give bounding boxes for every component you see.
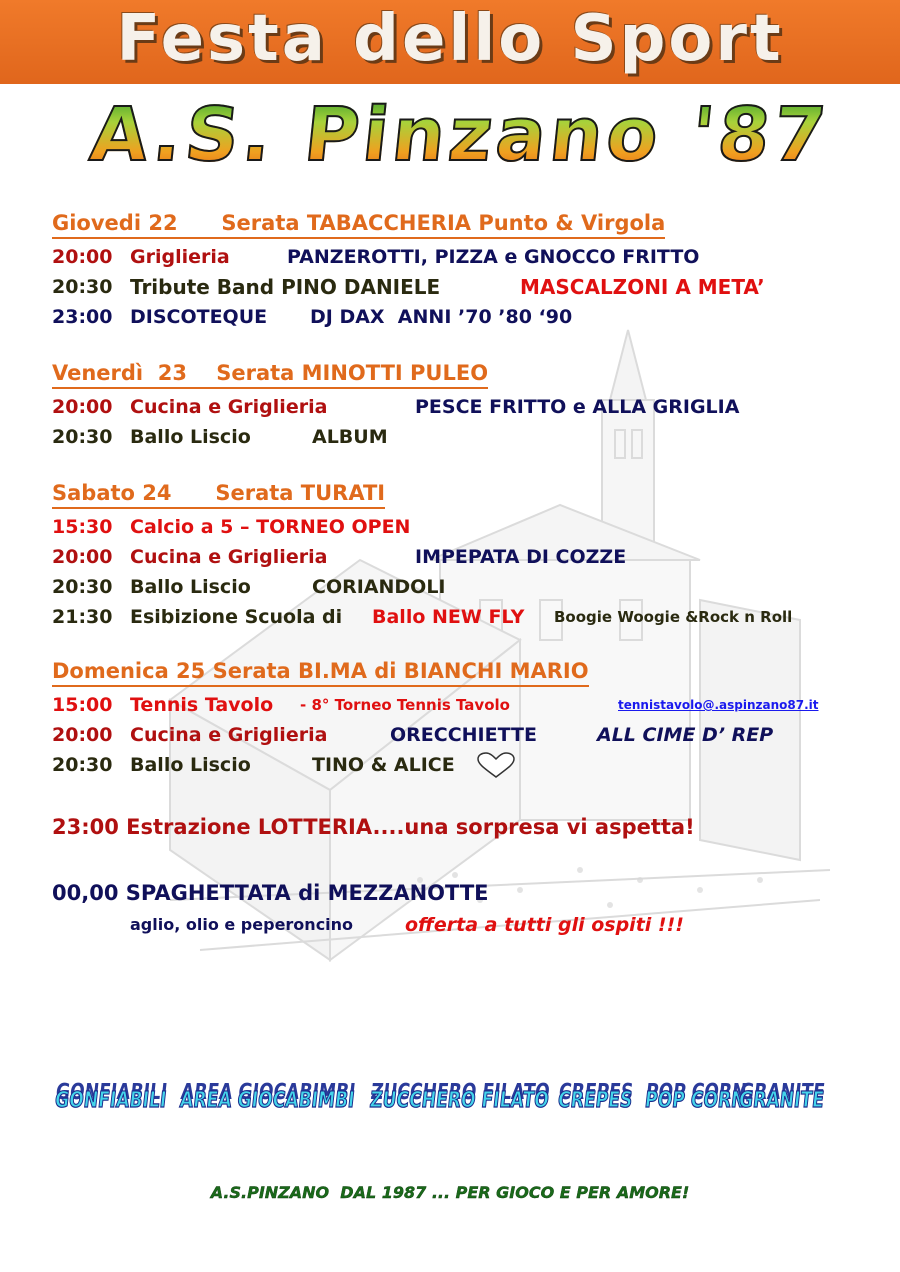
day-sunday: [52, 658, 882, 690]
activity-detail: CORIANDOLI: [312, 576, 446, 598]
time: 20:00: [52, 724, 113, 746]
schedule-row: [52, 242, 882, 272]
time: 20:00: [52, 546, 113, 568]
activity: Griglieria: [130, 246, 230, 268]
attraction: AREA GIOCABIMBI: [178, 1088, 356, 1113]
activity-detail: MASCALZONI A META’: [520, 275, 765, 299]
activity: DISCOTEQUE: [130, 306, 268, 328]
schedule-row: [52, 542, 882, 572]
day-saturday: [52, 480, 882, 512]
schedule-row: [52, 302, 882, 332]
attraction: GRANITE: [737, 1088, 826, 1113]
attraction: GONFIABILI: [53, 1088, 168, 1113]
midnight-title: 00,00 SPAGHETTATA di MEZZANOTTE: [52, 881, 489, 905]
club-title: A.S. Pinzano '87: [35, 92, 884, 178]
day-heading: Domenica 25 Serata BI.MA di BIANCHI MARIO: [52, 658, 589, 687]
time: 20:30: [52, 426, 113, 448]
schedule-row: [52, 272, 882, 302]
activity: Calcio a 5 – TORNEO OPEN: [130, 516, 411, 538]
activity-subtitle: - 8° Torneo Tennis Tavolo: [300, 696, 510, 714]
lottery-announcement: [52, 810, 882, 844]
time: 20:00: [52, 396, 113, 418]
ingredients: aglio, olio e peperoncino: [130, 915, 354, 934]
activity: Ballo Liscio: [130, 576, 251, 598]
activity-detail-italic: ALL CIME D’ REP: [597, 724, 774, 746]
schedule: [52, 210, 882, 940]
attraction: CREPES: [556, 1088, 634, 1113]
activity: Tribute Band PINO DANIELE: [130, 275, 441, 299]
activity-detail: ORECCHIETTE: [390, 724, 537, 746]
schedule-row: [52, 392, 882, 422]
time: 20:30: [52, 276, 113, 298]
midnight-spaghetti: [52, 876, 882, 910]
activity: Ballo Liscio: [130, 426, 251, 448]
schedule-row: [52, 720, 882, 750]
schedule-row: [52, 690, 882, 720]
time: 15:30: [52, 516, 113, 538]
activity: Ballo Liscio: [130, 754, 251, 776]
activity-detail: PESCE FRITTO e ALLA GRIGLIA: [415, 396, 740, 418]
midnight-offer: [52, 910, 882, 940]
activity: Cucina e Griglieria: [130, 546, 328, 568]
event-title: Festa dello Sport: [116, 2, 784, 76]
day-heading: Giovedi 22 Serata TABACCHERIA Punto & Virgola: [52, 210, 665, 239]
activity: Cucina e Griglieria: [130, 396, 328, 418]
heart-icon: [476, 752, 516, 780]
activity-detail: IMPEPATA DI COZZE: [415, 546, 627, 568]
day-friday: [52, 360, 882, 392]
schedule-row: [52, 750, 882, 780]
attraction: ZUCCHERO FILATO: [368, 1088, 551, 1113]
day-heading: Venerdì 23 Serata MINOTTI PULEO: [52, 360, 488, 389]
day-thursday: [52, 210, 882, 242]
activity-highlight: Ballo NEW FLY: [372, 606, 525, 628]
activity: Esibizione Scuola di: [130, 606, 343, 628]
day-heading: Sabato 24 Serata TURATI: [52, 480, 385, 509]
time: 21:30: [52, 606, 113, 628]
attractions-banner: [55, 1070, 845, 1130]
time: 20:00: [52, 246, 113, 268]
time: 20:30: [52, 754, 113, 776]
title-banner: [0, 0, 900, 84]
schedule-row: [52, 602, 882, 632]
lottery-text: 23:00 Estrazione LOTTERIA....una sorpresa vi aspetta!: [52, 815, 695, 839]
activity-detail: Boogie Woogie &Rock n Roll: [554, 608, 793, 626]
activity: Cucina e Griglieria: [130, 724, 328, 746]
time: 15:00: [52, 694, 113, 716]
club-motto: A.S.PINZANO DAL 1987 ... PER GIOCO E PER AMORE!: [210, 1183, 690, 1202]
activity-detail: DJ DAX ANNI ’70 ’80 ‘90: [310, 306, 573, 328]
schedule-row: [52, 422, 882, 452]
activity: Tennis Tavolo: [130, 694, 274, 716]
activity-detail: TINO & ALICE: [312, 754, 455, 776]
activity-detail: ALBUM: [312, 426, 388, 448]
time: 23:00: [52, 306, 113, 328]
schedule-row: [52, 512, 882, 542]
time: 20:30: [52, 576, 113, 598]
attraction: POP CORN: [643, 1088, 747, 1113]
email-link[interactable]: tennistavolo@.aspinzano87.it: [618, 698, 819, 712]
activity-detail: PANZEROTTI, PIZZA e GNOCCO FRITTO: [287, 246, 700, 268]
offer-text: offerta a tutti gli ospiti !!!: [405, 914, 684, 936]
schedule-row: [52, 572, 882, 602]
